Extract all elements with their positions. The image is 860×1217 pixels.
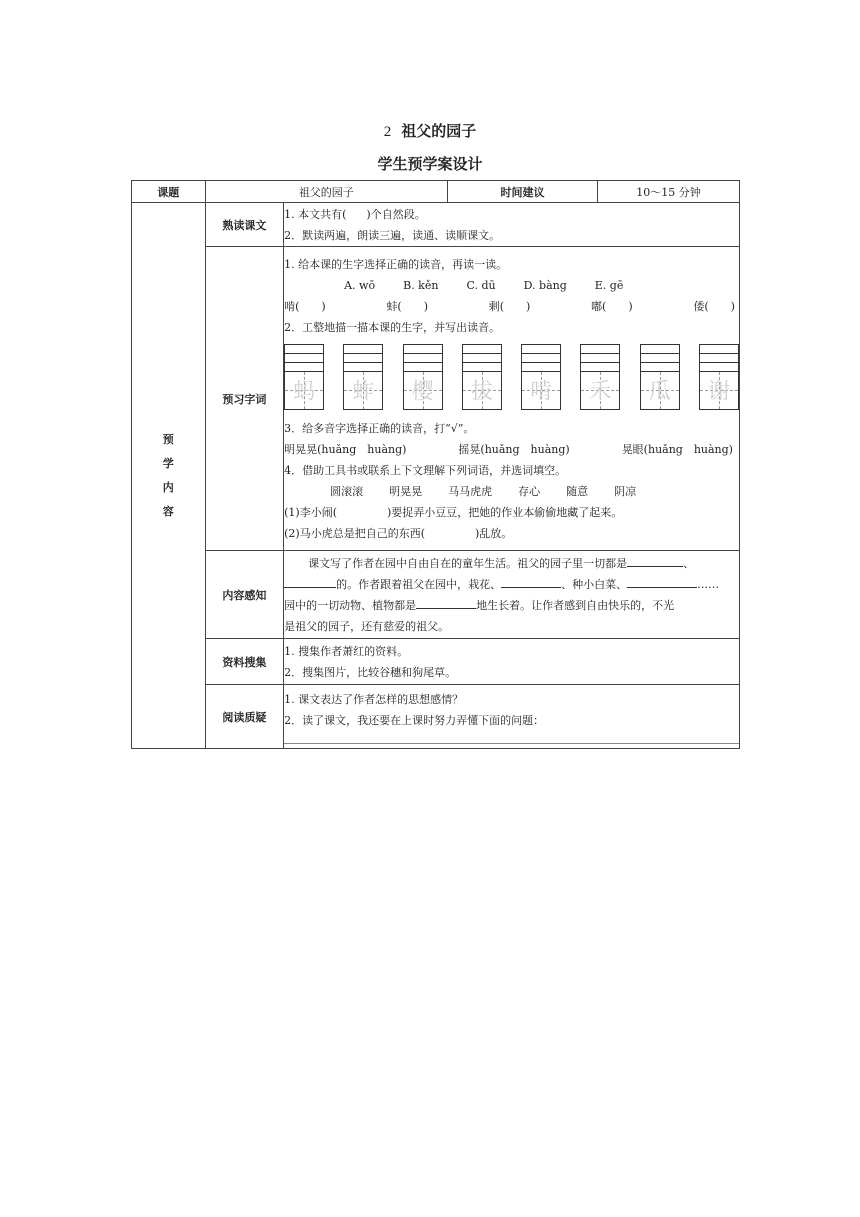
tracing-grid[interactable]: 啃 — [521, 344, 561, 410]
tracing-grid-row — [284, 338, 739, 418]
tracing-grid[interactable]: 樱 — [403, 344, 443, 410]
page-title — [0, 120, 860, 141]
tracing-grid[interactable]: 谢 — [699, 344, 739, 410]
section-questions-content: 1. 课文表达了作者怎样的思想感情？ 2．读了课文，我还要在上课时努力弄懂下面的问题： — [284, 685, 740, 749]
side-label: 预 学 内 容 — [132, 203, 206, 749]
tracing-grid[interactable]: 蚱 — [343, 344, 383, 410]
section-label-research: 资料搜集 — [205, 639, 284, 685]
section-research-content: 1. 搜集作者萧红的资料。 2．搜集图片，比较谷穗和狗尾草。 — [284, 639, 740, 685]
fill-blank[interactable] — [627, 554, 683, 567]
fill-blank[interactable] — [627, 575, 697, 588]
answer-line[interactable] — [284, 741, 739, 744]
section-words-content: 1. 给本课的生字选择正确的读音，再读一读。 A. wō B. kěn C. dū D. bàng E. gē 啃( ) 蚌( ) 剩( ) 嘟( ) 倭( ) 2．工整地描一描本课的生字，并写出读音。 蚂 蚱 樱 拔 啃 禾 瓜 谢 3．给多音字选择正确的读音，打“√”。 明晃晃(huǎng huàng) 摇晃(huǎng huàng) 晃眼(huǎng huàng) 4．借助工具书或联系上下文理解下列词语，并选词填空。 圆滚滚 明晃晃 马马虎虎 存心 随意 阴凉 (1)李小闹( )要捉弄小豆豆，把她的作业本偷偷地藏了起来。 (2)马小虎总是把自己的东西( )乱放。 — [284, 247, 740, 551]
topic-label: 课题 — [132, 181, 206, 203]
tracing-grid[interactable]: 拔 — [462, 344, 502, 410]
section-label-questions: 阅读质疑 — [205, 685, 284, 749]
tracing-grid[interactable]: 蚂 — [284, 344, 324, 410]
pinyin-options: A. wō B. kěn C. dū D. bàng E. gē — [344, 278, 624, 292]
time-label: 时间建议 — [448, 181, 598, 203]
topic-value: 祖父的园子 — [205, 181, 447, 203]
tracing-grid[interactable]: 禾 — [580, 344, 620, 410]
time-value: 10～15 分钟 — [598, 181, 740, 203]
section-label-words: 预习字词 — [205, 247, 284, 551]
page-subtitle: 学生预学案设计 — [377, 155, 483, 173]
preview-table — [131, 180, 740, 749]
lesson-title: 祖父的园子 — [401, 122, 477, 140]
fill-blank[interactable] — [416, 596, 476, 609]
fill-blank[interactable] — [501, 575, 561, 588]
lesson-number: 2 — [383, 124, 392, 140]
tracing-grid[interactable]: 瓜 — [640, 344, 680, 410]
char-blanks: 啃( ) 蚌( ) 剩( ) 嘟( ) 倭( ) — [284, 299, 735, 313]
polyphone-choices: 明晃晃(huǎng huàng) 摇晃(huǎng huàng) 晃眼(huǎng huàng) — [284, 442, 733, 456]
section-label-content: 内容感知 — [205, 551, 284, 639]
fill-blank[interactable] — [284, 575, 336, 588]
word-bank: 圆滚滚 明晃晃 马马虎虎 存心 随意 阴凉 — [330, 484, 637, 498]
section-read-content: 1. 本文共有( )个自然段。 2．默读两遍，朗读三遍，读通、读顺课文。 — [284, 203, 740, 247]
section-content-content: 课文写了作者在园中自由自在的童年生活。祖父的园子里一切都是 、 的。作者跟着祖父在园中，栽花、 、种小白菜、 …… 园中的一切动物、植物都是 地生长着。让作者感到自由快乐的，不光 是祖父的园子，还有慈爱的祖父。 — [284, 551, 740, 639]
section-label-read: 熟读课文 — [205, 203, 284, 247]
